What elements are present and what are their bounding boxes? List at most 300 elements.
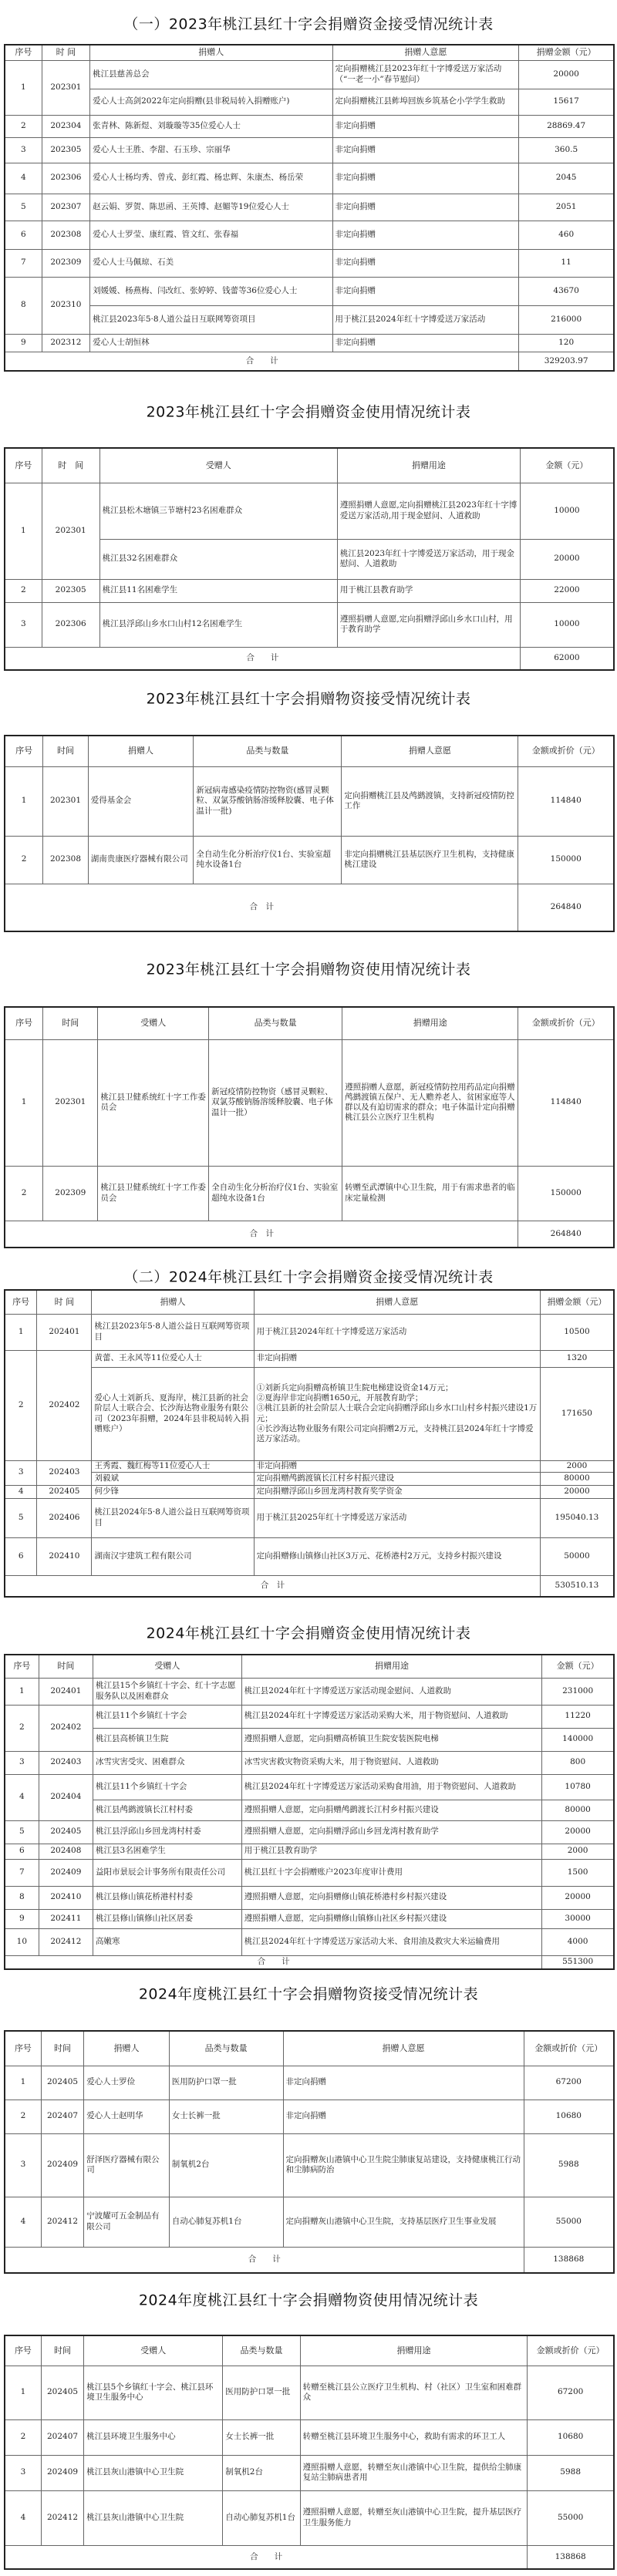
text-cell: 桃江县2024年红十字博爱送万家活动采购食用油，用于物资慰问、人道救助: [241, 1774, 541, 1800]
column-header: 时 间: [42, 448, 99, 483]
total-row: [5, 1575, 614, 1597]
column-header: 受赠人: [98, 1007, 209, 1039]
text-cell: 非定向捐赠: [254, 1460, 540, 1472]
amount-cell: 55000: [524, 2197, 614, 2247]
column-header: 品类与数量: [223, 2335, 300, 2366]
table-row: [5, 766, 614, 836]
amount-cell: 140000: [542, 1728, 614, 1751]
table-row: [5, 1485, 614, 1498]
text-cell: 爱得基金会: [88, 766, 194, 836]
text-cell: 遵照捐赠人意愿，定向捐赠鸬鹚渡长江村乡村振兴建设: [241, 1800, 541, 1820]
table-row: [5, 2100, 614, 2133]
row-time: 202308: [42, 221, 89, 249]
text-cell: 桃江县浮邱山乡水口山村12名困难学生: [99, 602, 337, 647]
statistics-table: [4, 447, 615, 671]
amount-cell: 460: [519, 221, 614, 249]
row-time: 202410: [39, 1886, 93, 1909]
text-cell: 桃江县15个乡镇红十字会、红十字志愿服务队以及困难群众: [93, 1678, 242, 1705]
text-cell: 转赠至武潭镇中心卫生院，用于有需求患者的临床定量检测: [342, 1166, 518, 1221]
table-row: [5, 137, 614, 163]
amount-cell: 1320: [540, 1350, 614, 1367]
amount-cell: 80000: [540, 1472, 614, 1485]
column-header: 时 间: [42, 45, 89, 60]
row-time: 202412: [41, 2490, 83, 2545]
column-header: 捐赠人: [90, 45, 332, 60]
total-label: 合 计: [5, 1221, 518, 1248]
row-number: 1: [5, 483, 42, 579]
text-cell: 非定向捐赠: [332, 277, 519, 305]
total-row: [5, 2545, 614, 2569]
row-time: 202309: [42, 249, 89, 277]
total-label: 合 计: [5, 647, 520, 670]
text-cell: 桃江县5个乡镇红十字会、桃江县环境卫生服务中心: [84, 2366, 223, 2419]
amount-cell: 10680: [528, 2419, 614, 2455]
row-time: 202301: [43, 766, 88, 836]
text-cell: 桃江县2023年红十字博爱送万家活动，用于现金慰问、人道救助: [337, 539, 520, 579]
table-row: [5, 1928, 614, 1955]
text-cell: 爱心人士罗俭: [84, 2066, 170, 2100]
row-number: 4: [5, 2197, 41, 2247]
row-time: 202312: [42, 334, 89, 352]
row-time: 202412: [41, 2197, 83, 2247]
table-row: [5, 334, 614, 352]
table-row: [5, 1314, 614, 1350]
row-time: 202410: [37, 1537, 92, 1575]
total-label: 合 计: [5, 1575, 540, 1597]
text-cell: ①刘新兵定向捐赠高桥镇卫生院电梯建设资金14万元； ②夏海岸非定向捐赠1650元，开展教育助学； ③桃江县新的社会阶层人士联合会定向捐赠浮邱山乡水口山村乡村振兴建设1万元； ④长沙海达物业服务有限公司定向捐赠2万元，支持桃江县2024年红十字博爱送万家活动。: [254, 1367, 540, 1460]
text-cell: 赵云娟、罗贺、陈思函、王英博、赵媚等19位爱心人士: [90, 194, 332, 221]
amount-cell: 5988: [528, 2455, 614, 2490]
header-row: [5, 1290, 614, 1314]
row-number: 2: [5, 1705, 39, 1751]
amount-cell: 231000: [542, 1678, 614, 1705]
column-header: 品类与数量: [169, 2031, 283, 2066]
row-number: 6: [5, 221, 42, 249]
total-row: [5, 1221, 614, 1248]
total-row: [5, 647, 614, 670]
text-cell: 非定向捐赠: [332, 221, 519, 249]
column-header: 序号: [5, 2031, 41, 2066]
column-header: 捐赠用途: [342, 1007, 518, 1039]
text-cell: 爱心人士王胜、李甜、石玉珍、宗丽华: [90, 137, 332, 163]
table-row: [5, 221, 614, 249]
table-row: [5, 1039, 614, 1166]
row-number: 1: [5, 1314, 37, 1350]
text-cell: 遵照捐赠人意愿，定向捐赠修山镇花桥港村乡村振兴建设: [241, 1886, 541, 1909]
amount-cell: 195040.13: [540, 1498, 614, 1537]
header-row: [5, 448, 614, 483]
table-row: [5, 2419, 614, 2455]
text-cell: 转赠至桃江县环境卫生服务中心，救助有需求的环卫工人: [300, 2419, 528, 2455]
column-header: 时间: [41, 2335, 83, 2366]
table-row: [5, 1774, 614, 1800]
column-header: 序号: [5, 736, 43, 766]
table-row: [5, 1350, 614, 1367]
column-header: 时间: [43, 1007, 98, 1039]
row-time: 202402: [37, 1350, 92, 1460]
row-time: 202406: [37, 1498, 92, 1537]
text-cell: 遵照捐赠人意愿，转赠至灰山港镇中心卫生院，提供给尘肺康复站尘肺病患者用: [300, 2455, 528, 2490]
row-number: 7: [5, 249, 42, 277]
text-cell: 全自动生化分析治疗仪1台、实验室超纯水设备1台: [194, 836, 342, 884]
text-cell: 遵照捐赠人意愿，定向捐赠修山镇修山社区乡村振兴建设: [241, 1909, 541, 1928]
statistics-table: [4, 1006, 615, 1248]
text-cell: 桃江县慈善总会: [90, 60, 332, 89]
text-cell: 用于桃江县2024年红十字博爱送万家活动: [254, 1314, 540, 1350]
text-cell: 王秀霞、魏红梅等11位爱心人士: [92, 1460, 254, 1472]
total-label: 合 计: [5, 884, 518, 931]
text-cell: 爱心人士刘新兵、夏海岸，桃江县新的社会阶层人士联合会、长沙海达物业服务有限公司（2023年捐赠，2024年县非税局转入捐赠账户）: [92, 1367, 254, 1460]
text-cell: 爱心人士杨均秀、曾戎、彭红霞、杨忠辉、朱康杰、杨岳荣: [90, 163, 332, 194]
total-amount: 551300: [542, 1955, 614, 1969]
text-cell: 定向捐赠灰山港镇中心卫生院，支持基层医疗卫生事业发展: [283, 2197, 524, 2247]
total-amount: 264840: [518, 1221, 614, 1248]
text-cell: 湖南汉宇建筑工程有限公司: [92, 1537, 254, 1575]
text-cell: 桃江县2024年红十字博爱送万家活动采购大米，用于物资慰问、人道救助: [241, 1705, 541, 1728]
row-number: 9: [5, 1909, 39, 1928]
text-cell: 桃江县灰山港镇中心卫生院: [84, 2455, 223, 2490]
row-number: 5: [5, 194, 42, 221]
text-cell: 湖南贵康医疗器械有限公司: [88, 836, 194, 884]
text-cell: 非定向捐赠桃江县基层医疗卫生机构，支持健康桃江建设: [342, 836, 518, 884]
row-number: 4: [5, 2490, 41, 2545]
row-number: 3: [5, 2455, 41, 2490]
text-cell: 新冠疫情防控物资（感冒灵颗粒、双氯芬酸钠肠溶缓释胶囊、电子体温计一批）: [209, 1039, 342, 1166]
text-cell: 桃江县松木塘镇三节塘村23名困难群众: [99, 483, 337, 539]
total-amount: 264840: [518, 884, 614, 931]
text-cell: 刘毅斌: [92, 1472, 254, 1485]
header-row: [5, 1007, 614, 1039]
column-header: 品类与数量: [209, 1007, 342, 1039]
row-time: 202409: [41, 2133, 83, 2197]
total-label: 合 计: [5, 2545, 528, 2569]
row-time: 202403: [39, 1751, 93, 1774]
table-title: 2023年桃江县红十字会捐赠物资接受情况统计表: [146, 690, 471, 708]
row-time: 202407: [41, 2100, 83, 2133]
text-cell: 爱心人士高剑2022年定向捐赠(县非税局转入捐赠账户): [90, 89, 332, 115]
column-header: 时 间: [37, 1290, 92, 1314]
column-header: 捐赠用途: [300, 2335, 528, 2366]
table-title: 2024年桃江县红十字会捐赠资金使用情况统计表: [146, 1625, 471, 1642]
amount-cell: 20000: [519, 60, 614, 89]
total-label: 合 计: [5, 352, 519, 371]
amount-cell: 20000: [520, 539, 614, 579]
row-number: 2: [5, 2419, 41, 2455]
text-cell: 定向捐赠桃江县2023年红十字博爱送万家活动（“一老一小”春节慰问）: [332, 60, 519, 89]
amount-cell: 150000: [518, 1166, 614, 1221]
amount-cell: 15617: [519, 89, 614, 115]
amount-cell: 4000: [542, 1928, 614, 1955]
column-header: 金额或折价（元）: [518, 736, 614, 766]
total-amount: 138868: [528, 2545, 614, 2569]
text-cell: 转赠至桃江县公立医疗卫生机构、村（社区）卫生室和困难群众: [300, 2366, 528, 2419]
text-cell: 女士长裤一批: [223, 2419, 300, 2455]
table-row: [5, 1472, 614, 1485]
table-row: [5, 483, 614, 539]
amount-cell: 2045: [519, 163, 614, 194]
column-header: 受赠人: [99, 448, 337, 483]
text-cell: 定向捐赠灰山港镇中心卫生院尘肺康复站建设，支持健康桃江行动和尘肺病防治: [283, 2133, 524, 2197]
row-time: 202405: [37, 1485, 92, 1498]
header-row: [5, 1655, 614, 1678]
amount-cell: 1500: [542, 1859, 614, 1886]
row-number: 9: [5, 334, 42, 352]
table-row: [5, 115, 614, 137]
row-number: 1: [5, 1678, 39, 1705]
row-number: 3: [5, 2133, 41, 2197]
row-number: 4: [5, 163, 42, 194]
amount-cell: 80000: [542, 1800, 614, 1820]
column-header: 时间: [43, 736, 88, 766]
text-cell: 定向捐赠修山镇修山社区3万元、花桥港村2万元，支持乡村振兴建设: [254, 1537, 540, 1575]
text-cell: 桃江县11个乡镇红十字会: [93, 1705, 242, 1728]
text-cell: 用于桃江县教育助学: [241, 1844, 541, 1859]
row-number: 10: [5, 1928, 39, 1955]
text-cell: 桃江县鸬鹚渡镇长江村村委: [93, 1800, 242, 1820]
amount-cell: 20000: [542, 1820, 614, 1844]
text-cell: 非定向捐赠: [283, 2100, 524, 2133]
table-title: （一）2023年桃江县红十字会捐赠资金接受情况统计表: [123, 15, 494, 33]
amount-cell: 10680: [524, 2100, 614, 2133]
statistics-table: [4, 2030, 615, 2274]
text-cell: 定向捐赠鸬鹚渡镇长江村乡村振兴建设: [254, 1472, 540, 1485]
table-row: [5, 1498, 614, 1537]
table-row: [5, 1844, 614, 1859]
table-row: [5, 2066, 614, 2100]
text-cell: 非定向捐赠: [254, 1350, 540, 1367]
row-time: 202309: [43, 1166, 98, 1221]
table-row: [5, 277, 614, 305]
table-row: [5, 2366, 614, 2419]
text-cell: 医用防护口罩一批: [169, 2066, 283, 2100]
amount-cell: 43670: [519, 277, 614, 305]
row-number: 2: [5, 579, 42, 602]
text-cell: 桃江县2023年5·8人道公益日互联网筹资项目: [90, 305, 332, 334]
total-row: [5, 1955, 614, 1969]
text-cell: 桃江县高桥镇卫生院: [93, 1728, 242, 1751]
text-cell: 桃江县浮邱山乡回龙湾村村委: [93, 1820, 242, 1844]
header-row: [5, 2031, 614, 2066]
table-row: [5, 1705, 614, 1728]
row-number: 8: [5, 1886, 39, 1909]
table-row: [5, 194, 614, 221]
row-time: 202405: [41, 2066, 83, 2100]
column-header: 序号: [5, 448, 42, 483]
text-cell: 刘媛媛、杨燕梅、闫改红、张婷婷、钱蕾等36位爱心人士: [90, 277, 332, 305]
table-row: [5, 2133, 614, 2197]
column-header: 金额（元）: [520, 448, 614, 483]
table-title: 2024年度桃江县红十字会捐赠物资接受情况统计表: [138, 1985, 479, 2003]
amount-cell: 67200: [524, 2066, 614, 2100]
row-number: 4: [5, 1485, 37, 1498]
row-time: 202403: [37, 1460, 92, 1485]
row-number: 2: [5, 836, 43, 884]
text-cell: 非定向捐赠: [332, 194, 519, 221]
table-row: [5, 1728, 614, 1751]
row-number: 5: [5, 1820, 39, 1844]
row-time: 202301: [42, 60, 89, 115]
text-cell: 冰雪灾害救灾物资采购大米，用于物资慰问、人道救助: [241, 1751, 541, 1774]
row-number: 1: [5, 2066, 41, 2100]
amount-cell: 800: [542, 1751, 614, 1774]
text-cell: 冰雪灾害受灾、困难群众: [93, 1751, 242, 1774]
column-header: 金额或折价（元）: [524, 2031, 614, 2066]
text-cell: 非定向捐赠: [332, 334, 519, 352]
column-header: 金额（元）: [542, 1655, 614, 1678]
amount-cell: 2051: [519, 194, 614, 221]
column-header: 受赠人: [93, 1655, 242, 1678]
row-time: 202306: [42, 163, 89, 194]
text-cell: 桃江县灰山港镇中心卫生院: [84, 2490, 223, 2545]
amount-cell: 171650: [540, 1367, 614, 1460]
column-header: 品类与数量: [194, 736, 342, 766]
text-cell: 桃江县2024年红十字博爱送万家活动现金慰问、人道救助: [241, 1678, 541, 1705]
statistics-table: [4, 735, 615, 932]
text-cell: 用于桃江县教育助学: [337, 579, 520, 602]
text-cell: 非定向捐赠: [332, 137, 519, 163]
header-row: [5, 45, 614, 60]
row-time: 202405: [41, 2366, 83, 2419]
table-row: [5, 2455, 614, 2490]
row-time: 202401: [37, 1314, 92, 1350]
column-header: 捐赠人: [92, 1290, 254, 1314]
amount-cell: 22000: [520, 579, 614, 602]
text-cell: 非定向捐赠: [332, 115, 519, 137]
text-cell: 爱心人士马佩琼、石美: [90, 249, 332, 277]
table-title: 2023年桃江县红十字会捐赠资金使用情况统计表: [146, 403, 471, 421]
text-cell: 宁波耀可五金制品有限公司: [84, 2197, 170, 2247]
amount-cell: 50000: [540, 1537, 614, 1575]
amount-cell: 10500: [540, 1314, 614, 1350]
text-cell: 制氧机2台: [169, 2133, 283, 2197]
amount-cell: 30000: [542, 1909, 614, 1928]
table-row: [5, 249, 614, 277]
table-row: [5, 2490, 614, 2545]
column-header: 时间: [39, 1655, 93, 1678]
total-amount: 62000: [520, 647, 614, 670]
text-cell: 非定向捐赠: [283, 2066, 524, 2100]
row-number: 6: [5, 1537, 37, 1575]
table-title: 2024年度桃江县红十字会捐赠物资使用情况统计表: [138, 2291, 479, 2309]
text-cell: 桃江县环境卫生服务中心: [84, 2419, 223, 2455]
text-cell: 桃江县2024年红十字博爱送万家活动大米、食用油及救灾大米运输费用: [241, 1928, 541, 1955]
text-cell: 制氧机2台: [223, 2455, 300, 2490]
text-cell: 桃江县11个乡镇红十字会: [93, 1774, 242, 1800]
amount-cell: 55000: [528, 2490, 614, 2545]
amount-cell: 360.5: [519, 137, 614, 163]
text-cell: 爱心人士罗莹、康红霞、管文红、张春福: [90, 221, 332, 249]
total-label: 合 计: [5, 1955, 542, 1969]
text-cell: 益阳市景辰会计事务所有限责任公司: [93, 1859, 242, 1886]
row-time: 202301: [43, 1039, 98, 1166]
column-header: 捐赠金额（元）: [519, 45, 614, 60]
row-number: 1: [5, 60, 42, 115]
table-row: [5, 2197, 614, 2247]
text-cell: 爱心人士赵明华: [84, 2100, 170, 2133]
amount-cell: 120: [519, 334, 614, 352]
amount-cell: 114840: [518, 766, 614, 836]
table-row: [5, 305, 614, 334]
text-cell: 桃江县32名困难群众: [99, 539, 337, 579]
text-cell: 医用防护口罩一批: [223, 2366, 300, 2419]
text-cell: 自动心肺复苏机1台: [169, 2197, 283, 2247]
column-header: 受赠人: [84, 2335, 223, 2366]
text-cell: 爱心人士胡恒林: [90, 334, 332, 352]
text-cell: 用于桃江县2024年红十字博爱送万家活动: [332, 305, 519, 334]
row-time: 202408: [39, 1844, 93, 1859]
header-row: [5, 2335, 614, 2366]
row-number: 5: [5, 1498, 37, 1537]
amount-cell: 2000: [542, 1844, 614, 1859]
row-time: 202401: [39, 1678, 93, 1705]
text-cell: 遵照捐赠人意愿，新冠疫情防控用药品定向捐赠鸬鹚渡镇五保户、无人赡养老人、贫困家庭等人群以及有迫切需求的群众；电子体温计定向捐赠桃江县公立医疗卫生机构: [342, 1039, 518, 1166]
table-row: [5, 60, 614, 89]
row-number: 7: [5, 1859, 39, 1886]
text-cell: 桃江县11名困难学生: [99, 579, 337, 602]
column-header: 捐赠人: [84, 2031, 170, 2066]
row-time: 202404: [39, 1774, 93, 1820]
text-cell: 自动心肺复苏机1台: [223, 2490, 300, 2545]
text-cell: 桃江县3名困难学生: [93, 1844, 242, 1859]
table-row: [5, 1820, 614, 1844]
row-number: 3: [5, 602, 42, 647]
amount-cell: 20000: [540, 1485, 614, 1498]
column-header: 时间: [41, 2031, 83, 2066]
table-row: [5, 89, 614, 115]
amount-cell: 10780: [542, 1774, 614, 1800]
column-header: 捐赠用途: [337, 448, 520, 483]
column-header: 捐赠人: [88, 736, 194, 766]
row-time: 202306: [42, 602, 99, 647]
text-cell: 何少锋: [92, 1485, 254, 1498]
column-header: 序号: [5, 45, 42, 60]
text-cell: 定向捐赠浮邱山乡回龙湾村教育奖学资金: [254, 1485, 540, 1498]
total-amount: 329203.97: [519, 352, 614, 371]
amount-cell: 2000: [540, 1460, 614, 1472]
text-cell: 桃江县卫健系统红十字工作委员会: [98, 1039, 209, 1166]
amount-cell: 28869.47: [519, 115, 614, 137]
text-cell: 遵照捐赠人意愿，转赠至灰山港镇中心卫生院，提升基层医疗卫生服务能力: [300, 2490, 528, 2545]
column-header: 序号: [5, 1290, 37, 1314]
table-title: 2023年桃江县红十字会捐赠物资使用情况统计表: [146, 961, 471, 978]
table-row: [5, 1886, 614, 1909]
table-row: [5, 1460, 614, 1472]
row-time: 202308: [43, 836, 88, 884]
text-cell: 非定向捐赠: [332, 163, 519, 194]
text-cell: 桃江县修山镇修山社区居委: [93, 1909, 242, 1928]
row-time: 202409: [41, 2455, 83, 2490]
column-header: 捐赠人意愿: [342, 736, 518, 766]
total-row: [5, 884, 614, 931]
table-row: [5, 602, 614, 647]
amount-cell: 114840: [518, 1039, 614, 1166]
text-cell: 定向捐赠桃江县鲊埠回族乡筑基仑小学学生救助: [332, 89, 519, 115]
text-cell: 遵照捐赠人意愿，定向捐赠浮邱山乡回龙湾村教育助学: [241, 1820, 541, 1844]
row-number: 3: [5, 137, 42, 163]
table-title: （二）2024年桃江县红十字会捐赠资金接受情况统计表: [123, 1268, 494, 1286]
text-cell: 用于桃江县2025年红十字博爱送万家活动: [254, 1498, 540, 1537]
text-cell: 桃江县修山镇花桥港村村委: [93, 1886, 242, 1909]
text-cell: 遵照捐赠人意愿，定向捐赠高桥镇卫生院安装医院电梯: [241, 1728, 541, 1751]
table-row: [5, 1859, 614, 1886]
row-number: 2: [5, 115, 42, 137]
column-header: 捐赠人意愿: [332, 45, 519, 60]
row-time: 202402: [39, 1705, 93, 1751]
text-cell: 桃江县2023年5·8人道公益日互联网筹资项目: [92, 1314, 254, 1350]
row-time: 202301: [42, 483, 99, 579]
amount-cell: 11: [519, 249, 614, 277]
row-number: 6: [5, 1844, 39, 1859]
